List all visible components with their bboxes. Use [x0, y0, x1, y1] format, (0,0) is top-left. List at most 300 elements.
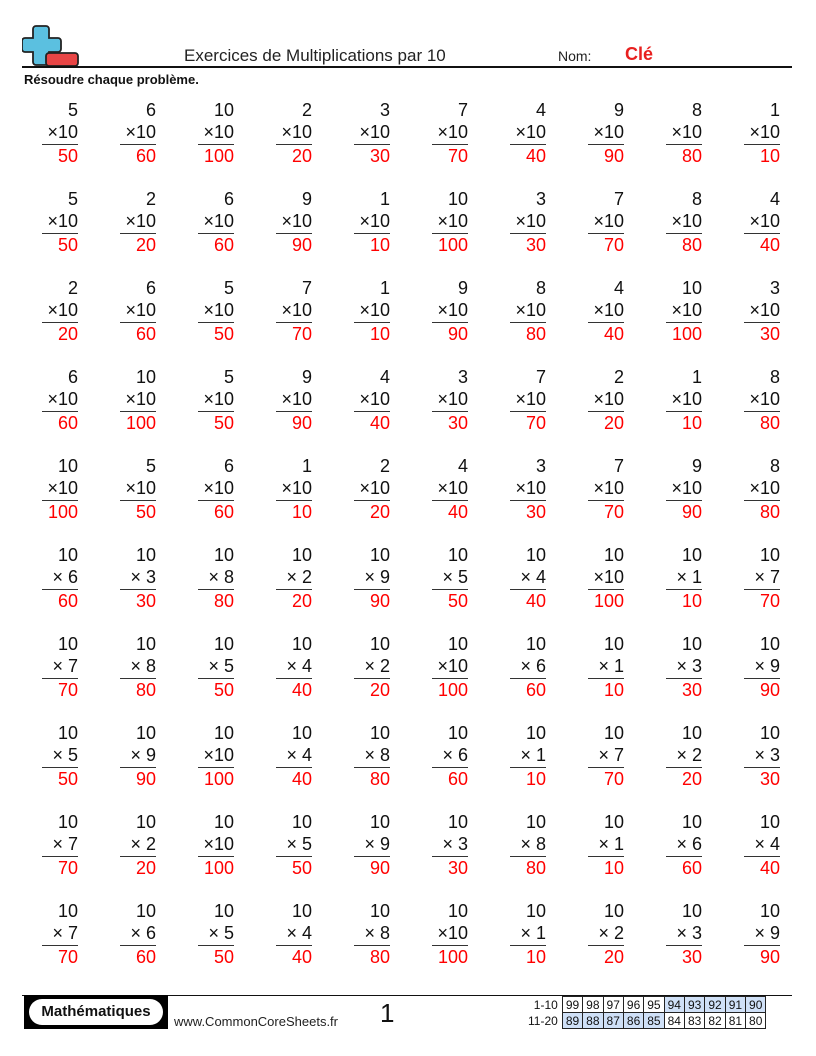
problem-row	[20, 188, 800, 277]
problem-multiplier: × 2	[354, 655, 390, 679]
problem	[722, 277, 800, 366]
problem-answer: 50	[447, 591, 468, 611]
problem-top-number: 3	[535, 189, 546, 209]
problem-answer: 40	[291, 680, 312, 700]
score-cell: 94	[664, 997, 684, 1013]
problem-multiplier: × 3	[432, 833, 468, 857]
problem-multiplier: ×10	[666, 299, 702, 323]
problem-answer: 50	[213, 413, 234, 433]
problem-multiplier: ×10	[354, 299, 390, 323]
problem	[410, 633, 488, 722]
problem	[644, 188, 722, 277]
problem-answer: 90	[135, 769, 156, 789]
problem-stack	[354, 277, 390, 345]
score-table	[525, 996, 766, 1029]
problem-top-number: 2	[145, 189, 156, 209]
problem-stack	[744, 633, 780, 701]
problem-top-number: 10	[447, 545, 468, 565]
problem-stack	[42, 811, 78, 879]
score-cell: 85	[644, 1013, 664, 1029]
problem	[722, 900, 800, 989]
problem-answer: 30	[681, 680, 702, 700]
problem-top-number: 7	[613, 189, 624, 209]
problem-top-number: 6	[223, 189, 234, 209]
problem-top-number: 10	[213, 100, 234, 120]
problem-top-number: 9	[613, 100, 624, 120]
problem	[644, 544, 722, 633]
problem-answer: 20	[369, 502, 390, 522]
problem-stack	[354, 544, 390, 612]
problem	[488, 99, 566, 188]
problem-top-number: 9	[691, 456, 702, 476]
problem-stack	[510, 455, 546, 523]
logo-plus-minus-icon	[22, 24, 80, 68]
score-cell: 93	[684, 997, 704, 1013]
score-cell: 98	[583, 997, 603, 1013]
problem	[644, 900, 722, 989]
problem-answer: 50	[213, 947, 234, 967]
problem-answer: 30	[525, 502, 546, 522]
score-cell: 83	[684, 1013, 704, 1029]
problem-multiplier: ×10	[744, 210, 780, 234]
problem-multiplier: × 1	[666, 566, 702, 590]
problem-stack	[666, 366, 702, 434]
problem-answer: 50	[57, 235, 78, 255]
problem	[98, 811, 176, 900]
problem	[20, 277, 98, 366]
problem-stack	[666, 99, 702, 167]
problem-multiplier: × 1	[510, 922, 546, 946]
problem-stack	[42, 99, 78, 167]
problem-row	[20, 544, 800, 633]
problem-stack	[120, 900, 156, 968]
problem-top-number: 9	[301, 367, 312, 387]
problem-answer: 40	[525, 146, 546, 166]
problem-stack	[354, 811, 390, 879]
problem-stack	[42, 544, 78, 612]
problem-stack	[42, 900, 78, 968]
problem-answer: 70	[759, 591, 780, 611]
problem-multiplier: × 6	[666, 833, 702, 857]
problem-answer: 50	[57, 769, 78, 789]
problem	[332, 366, 410, 455]
problem-stack	[198, 633, 234, 701]
problem	[20, 366, 98, 455]
problem-answer: 90	[369, 591, 390, 611]
problem-top-number: 10	[213, 634, 234, 654]
page-number: 1	[380, 998, 395, 1028]
problem-answer: 100	[437, 235, 468, 255]
problem	[722, 455, 800, 544]
problem-answer: 30	[447, 858, 468, 878]
problem-top-number: 10	[759, 901, 780, 921]
problem-top-number: 10	[135, 634, 156, 654]
problem-multiplier: ×10	[432, 299, 468, 323]
problem-top-number: 10	[759, 634, 780, 654]
score-range-label: 11-20	[528, 1013, 558, 1028]
problem-answer: 60	[57, 591, 78, 611]
problem-multiplier: ×10	[198, 744, 234, 768]
problem	[176, 99, 254, 188]
problem-multiplier: ×10	[276, 477, 312, 501]
problem-answer: 90	[291, 235, 312, 255]
problem	[98, 722, 176, 811]
problem-answer: 60	[213, 502, 234, 522]
problem-row	[20, 455, 800, 544]
problem-top-number: 3	[379, 100, 390, 120]
problem	[566, 455, 644, 544]
problem-answer: 30	[447, 413, 468, 433]
problem	[644, 633, 722, 722]
problem-answer: 60	[213, 235, 234, 255]
problem-top-number: 10	[525, 723, 546, 743]
problem-stack	[198, 900, 234, 968]
problem-answer: 40	[759, 858, 780, 878]
problem-multiplier: × 7	[42, 655, 78, 679]
problem-stack	[510, 544, 546, 612]
problem-grid	[20, 99, 800, 989]
problem-answer: 20	[603, 413, 624, 433]
problem-multiplier: × 1	[510, 744, 546, 768]
problem	[566, 811, 644, 900]
problem	[20, 455, 98, 544]
problem	[20, 633, 98, 722]
problem-multiplier: × 8	[354, 922, 390, 946]
problem-stack	[276, 722, 312, 790]
problem-multiplier: ×10	[42, 299, 78, 323]
problem-answer: 70	[603, 235, 624, 255]
problem-stack	[666, 455, 702, 523]
score-range-label: 1-10	[533, 997, 558, 1012]
problem-top-number: 10	[759, 723, 780, 743]
problem-stack	[432, 544, 468, 612]
problem-stack	[120, 366, 156, 434]
problem-answer: 40	[447, 502, 468, 522]
problem-answer: 80	[135, 680, 156, 700]
problem	[254, 277, 332, 366]
score-cell: 88	[583, 1013, 603, 1029]
problem-top-number: 10	[525, 545, 546, 565]
problem-multiplier: × 9	[354, 566, 390, 590]
problem-top-number: 2	[613, 367, 624, 387]
problem-answer: 100	[671, 324, 702, 344]
score-cell: 92	[705, 997, 725, 1013]
problem-top-number: 7	[535, 367, 546, 387]
problem	[98, 99, 176, 188]
problem-answer: 30	[369, 146, 390, 166]
problem-multiplier: × 1	[588, 833, 624, 857]
problem-answer: 60	[525, 680, 546, 700]
problem	[566, 366, 644, 455]
problem-answer: 30	[525, 235, 546, 255]
problem-row	[20, 99, 800, 188]
problem-top-number: 10	[57, 901, 78, 921]
score-cell: 96	[623, 997, 643, 1013]
problem-stack	[510, 188, 546, 256]
problem-stack	[198, 277, 234, 345]
problem-top-number: 10	[525, 901, 546, 921]
problem-stack	[510, 633, 546, 701]
problem-multiplier: ×10	[120, 121, 156, 145]
problem-top-number: 10	[681, 812, 702, 832]
problem-answer: 70	[447, 146, 468, 166]
problem-stack	[588, 455, 624, 523]
problem-multiplier: × 9	[120, 744, 156, 768]
problem-answer: 40	[759, 235, 780, 255]
problem-top-number: 6	[67, 367, 78, 387]
problem-stack	[588, 188, 624, 256]
problem-top-number: 10	[369, 634, 390, 654]
problem-top-number: 10	[57, 812, 78, 832]
problem-top-number: 6	[223, 456, 234, 476]
problem	[332, 900, 410, 989]
problem	[722, 99, 800, 188]
problem-answer: 50	[135, 502, 156, 522]
problem-top-number: 10	[369, 901, 390, 921]
problem-stack	[666, 188, 702, 256]
problem-top-number: 2	[67, 278, 78, 298]
problem-multiplier: × 7	[42, 833, 78, 857]
problem-answer: 80	[213, 591, 234, 611]
problem-stack	[510, 722, 546, 790]
problem-answer: 60	[135, 324, 156, 344]
problem-stack	[432, 188, 468, 256]
problem-stack	[276, 811, 312, 879]
problem-stack	[120, 544, 156, 612]
score-cell: 82	[705, 1013, 725, 1029]
problem-answer: 50	[57, 146, 78, 166]
problem-top-number: 10	[681, 545, 702, 565]
problem-answer: 80	[369, 769, 390, 789]
problem-answer: 70	[603, 769, 624, 789]
problem-stack	[432, 455, 468, 523]
problem-multiplier: × 5	[432, 566, 468, 590]
problem-top-number: 7	[613, 456, 624, 476]
problem-answer: 60	[447, 769, 468, 789]
problem-stack	[666, 633, 702, 701]
problem-multiplier: ×10	[432, 922, 468, 946]
problem-answer: 90	[759, 947, 780, 967]
problem-top-number: 1	[379, 189, 390, 209]
problem-multiplier: × 2	[588, 922, 624, 946]
problem-stack	[276, 900, 312, 968]
problem-multiplier: × 5	[198, 922, 234, 946]
problem	[20, 99, 98, 188]
problem-answer: 90	[291, 413, 312, 433]
problem-answer: 20	[135, 858, 156, 878]
problem-top-number: 5	[223, 367, 234, 387]
problem-multiplier: ×10	[276, 210, 312, 234]
problem-multiplier: ×10	[588, 388, 624, 412]
problem-stack	[744, 366, 780, 434]
problem-answer: 60	[135, 146, 156, 166]
problem-multiplier: ×10	[432, 655, 468, 679]
problem-stack	[432, 366, 468, 434]
problem	[332, 811, 410, 900]
problem-top-number: 10	[369, 723, 390, 743]
problem-answer: 100	[593, 591, 624, 611]
problem	[722, 633, 800, 722]
problem-multiplier: ×10	[744, 121, 780, 145]
problem	[176, 455, 254, 544]
problem-stack	[198, 811, 234, 879]
problem-top-number: 10	[291, 901, 312, 921]
problem	[644, 722, 722, 811]
problem-stack	[120, 188, 156, 256]
problem-stack	[354, 900, 390, 968]
problem-top-number: 10	[57, 456, 78, 476]
problem-answer: 70	[291, 324, 312, 344]
problem-top-number: 10	[291, 812, 312, 832]
problem	[20, 188, 98, 277]
problem	[566, 722, 644, 811]
problem-multiplier: × 6	[120, 922, 156, 946]
problem-answer: 80	[681, 146, 702, 166]
problem-row	[20, 277, 800, 366]
score-cell: 81	[725, 1013, 745, 1029]
problem-multiplier: × 6	[510, 655, 546, 679]
problem-row	[20, 366, 800, 455]
problem-stack	[276, 455, 312, 523]
problem-multiplier: × 6	[432, 744, 468, 768]
problem	[176, 544, 254, 633]
problem-stack	[42, 277, 78, 345]
problem-row	[20, 722, 800, 811]
problem-stack	[744, 455, 780, 523]
problem	[410, 277, 488, 366]
problem-multiplier: ×10	[666, 121, 702, 145]
problem-top-number: 7	[301, 278, 312, 298]
problem-multiplier: × 5	[42, 744, 78, 768]
problem	[488, 722, 566, 811]
problem-top-number: 10	[603, 634, 624, 654]
problem-multiplier: ×10	[432, 121, 468, 145]
problem-multiplier: × 4	[276, 744, 312, 768]
problem	[488, 277, 566, 366]
problem-multiplier: × 4	[510, 566, 546, 590]
problem-stack	[666, 811, 702, 879]
problem-multiplier: × 6	[42, 566, 78, 590]
problem	[722, 366, 800, 455]
problem-multiplier: × 7	[588, 744, 624, 768]
score-row	[525, 1013, 766, 1029]
problem	[98, 544, 176, 633]
problem-multiplier: × 7	[42, 922, 78, 946]
problem	[332, 188, 410, 277]
problem-answer: 60	[681, 858, 702, 878]
problem-stack	[198, 544, 234, 612]
problem-top-number: 4	[769, 189, 780, 209]
problem-multiplier: ×10	[354, 388, 390, 412]
problem-answer: 80	[369, 947, 390, 967]
problem	[644, 455, 722, 544]
problem-stack	[432, 633, 468, 701]
problem	[176, 722, 254, 811]
problem-answer: 20	[369, 680, 390, 700]
problem-stack	[42, 722, 78, 790]
problem-stack	[744, 188, 780, 256]
problem-multiplier: ×10	[510, 210, 546, 234]
problem-multiplier: ×10	[432, 477, 468, 501]
problem-multiplier: ×10	[120, 299, 156, 323]
problem	[410, 544, 488, 633]
problem-answer: 20	[291, 591, 312, 611]
problem-multiplier: ×10	[198, 210, 234, 234]
problem-stack	[510, 366, 546, 434]
problem-top-number: 1	[769, 100, 780, 120]
problem-answer: 40	[603, 324, 624, 344]
problem-stack	[120, 722, 156, 790]
problem-multiplier: × 4	[276, 655, 312, 679]
problem-top-number: 10	[369, 545, 390, 565]
problem-top-number: 3	[535, 456, 546, 476]
score-cell: 91	[725, 997, 745, 1013]
site-url: www.CommonCoreSheets.fr	[174, 1014, 338, 1029]
problem-top-number: 8	[535, 278, 546, 298]
problem-stack	[276, 188, 312, 256]
problem-top-number: 9	[457, 278, 468, 298]
problem-multiplier: ×10	[666, 388, 702, 412]
problem-stack	[432, 722, 468, 790]
problem	[722, 544, 800, 633]
problem-top-number: 10	[213, 723, 234, 743]
problem	[20, 544, 98, 633]
problem-top-number: 10	[447, 901, 468, 921]
problem-multiplier: × 9	[744, 922, 780, 946]
problem-multiplier: ×10	[510, 299, 546, 323]
problem-stack	[510, 99, 546, 167]
problem-answer: 90	[759, 680, 780, 700]
problem	[566, 99, 644, 188]
brand-label: Mathématiques	[29, 999, 163, 1025]
problem-multiplier: ×10	[510, 388, 546, 412]
problem	[722, 722, 800, 811]
problem-top-number: 9	[301, 189, 312, 209]
problem-answer: 30	[681, 947, 702, 967]
problem-multiplier: ×10	[276, 121, 312, 145]
problem	[98, 366, 176, 455]
problem	[98, 633, 176, 722]
problem	[20, 811, 98, 900]
problem	[488, 900, 566, 989]
problem-top-number: 3	[769, 278, 780, 298]
problem	[254, 99, 332, 188]
problem-multiplier: ×10	[354, 477, 390, 501]
problem-answer: 10	[291, 502, 312, 522]
problem	[722, 188, 800, 277]
problem-multiplier: × 3	[666, 655, 702, 679]
problem-row	[20, 900, 800, 989]
problem-top-number: 10	[369, 812, 390, 832]
score-cell: 99	[562, 997, 582, 1013]
problem	[488, 455, 566, 544]
problem-stack	[42, 188, 78, 256]
problem-multiplier: ×10	[120, 210, 156, 234]
instructions: Résoudre chaque problème.	[24, 72, 199, 87]
problem	[410, 722, 488, 811]
problem	[488, 811, 566, 900]
score-cell: 97	[603, 997, 623, 1013]
problem	[20, 900, 98, 989]
problem-multiplier: ×10	[588, 477, 624, 501]
problem-answer: 90	[603, 146, 624, 166]
problem-stack	[120, 811, 156, 879]
problem-answer: 10	[681, 591, 702, 611]
problem-answer: 80	[681, 235, 702, 255]
problem-stack	[588, 99, 624, 167]
problem-answer: 100	[47, 502, 78, 522]
problem-answer: 10	[603, 680, 624, 700]
